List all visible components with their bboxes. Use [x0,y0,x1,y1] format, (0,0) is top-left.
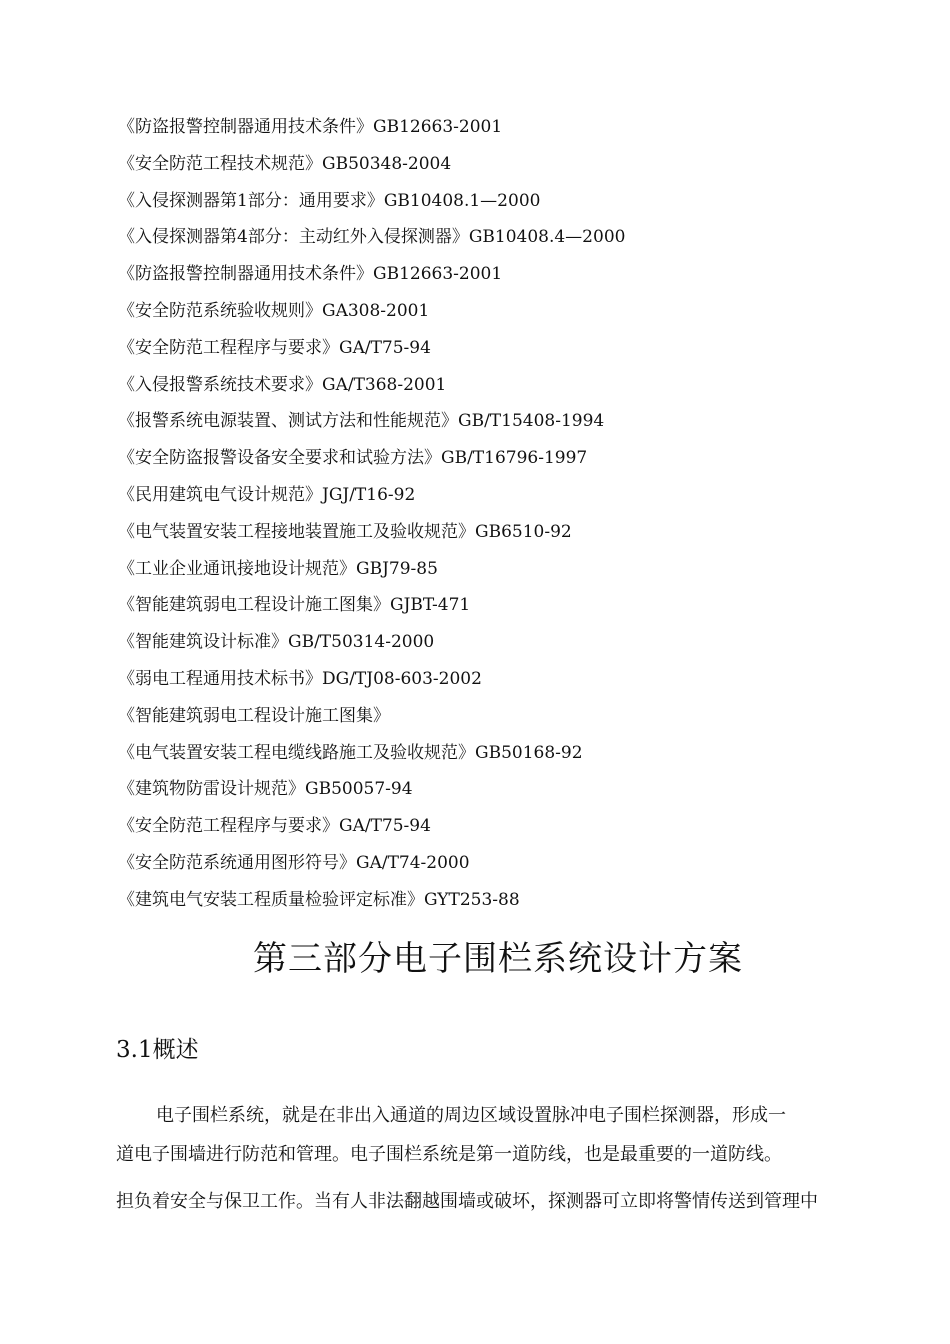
reference-item: 《安全防范工程技术规范》GB50348-2004 [118,153,452,174]
reference-standards-list [118,113,898,923]
reference-item: 《弱电工程通用技术标书》DG/TJ08-603-2002 [118,668,482,689]
reference-item: 《安全防范系统通用图形符号》GA/T74-2000 [118,852,470,873]
body-text-line: 担负着安全与保卫工作。当有人非法翻越围墙或破坏，探测器可立即将警情传送到管理中 [116,1191,818,1212]
part-title: 第三部分电子围栏系统设计方案 [253,939,743,979]
reference-item: 《安全防范系统验收规则》GA308-2001 [118,300,430,321]
section-title: 3.1概述 [116,1037,199,1063]
reference-item: 《民用建筑电气设计规范》JGJ/T16-92 [118,484,416,505]
reference-item: 《电气装置安装工程接地装置施工及验收规范》GB6510-92 [118,521,572,542]
body-text-line: 道电子围墙进行防范和管理。电子围栏系统是第一道防线，也是最重要的一道防线。 [116,1144,782,1165]
reference-item: 《安全防范工程程序与要求》GA/T75-94 [118,816,431,837]
reference-item: 《报警系统电源装置、测试方法和性能规范》GB/T15408-1994 [118,411,605,432]
reference-item: 《电气装置安装工程电缆线路施工及验收规范》GB50168-92 [118,742,583,763]
reference-item: 《建筑物防雷设计规范》GB50057-94 [118,779,413,800]
reference-item: 《智能建筑弱电工程设计施工图集》 [118,705,390,726]
reference-item: 《安全防范工程程序与要求》GA/T75-94 [118,337,431,358]
reference-item: 《防盗报警控制器通用技术条件》GB12663-2001 [118,117,503,137]
reference-item: 《智能建筑弱电工程设计施工图集》GJBT-471 [118,595,471,616]
reference-item: 《智能建筑设计标准》GB/T50314-2000 [118,632,435,653]
reference-item: 《入侵报警系统技术要求》GA/T368-2001 [118,374,447,395]
reference-item: 《工业企业通讯接地设计规范》GBJ79-85 [118,558,438,579]
reference-item: 《入侵探测器第1部分：通用要求》GB10408.1—2000 [118,190,541,211]
reference-item: 《安全防盗报警设备安全要求和试验方法》GB/T16796-1997 [118,448,588,469]
reference-item: 《建筑电气安装工程质量检验评定标准》GYT253-88 [118,889,520,910]
reference-item: 《入侵探测器第4部分：主动红外入侵探测器》GB10408.4—2000 [118,227,626,248]
reference-item: 《防盗报警控制器通用技术条件》GB12663-2001 [118,264,503,285]
body-text-line: 电子围栏系统，就是在非出入通道的周边区域设置脉冲电子围栏探测器，形成一 [156,1105,786,1126]
